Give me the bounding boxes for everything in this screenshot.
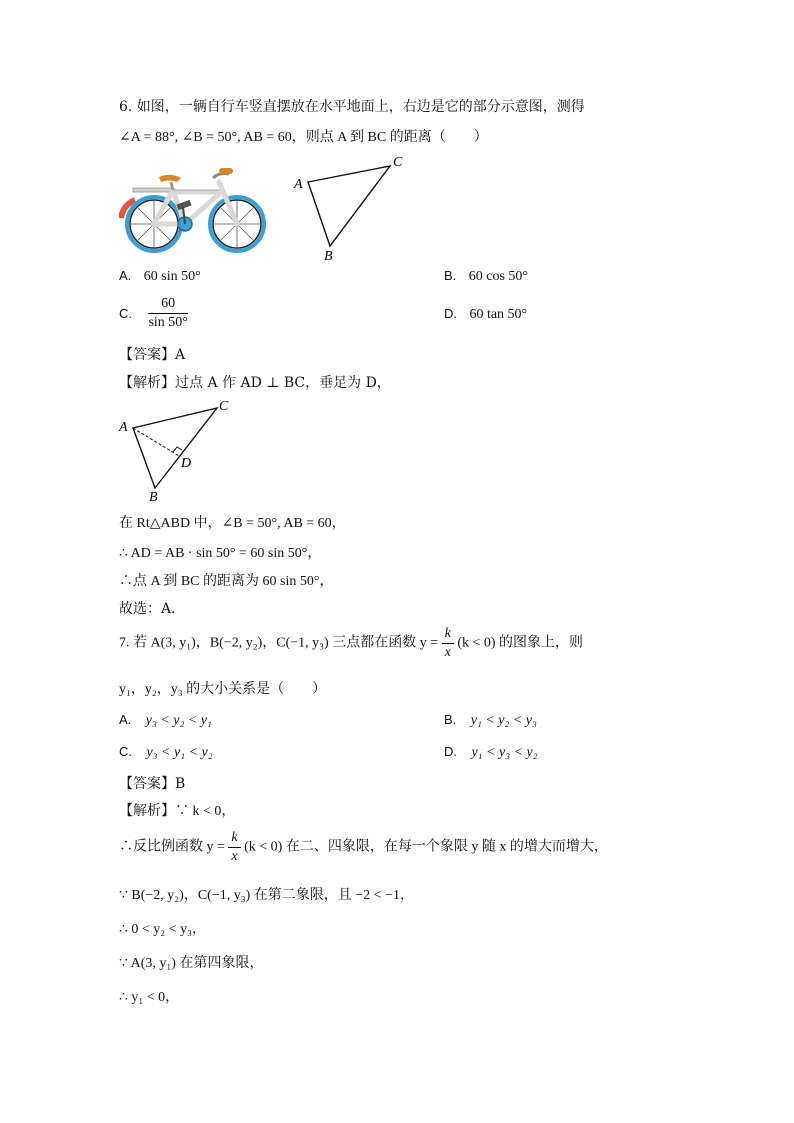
q6-answer: 【答案】A — [119, 347, 186, 363]
q6-step4: 故选：A． — [119, 601, 186, 617]
q6-stem-line1: 6. 如图，一辆自行车竖直摆放在水平地面上，右边是它的部分示意图，测得 — [119, 99, 585, 115]
q7-stem-line2: y₁，y₂，y₃ 的大小关系是（ ） — [119, 682, 327, 697]
bicycle-seat — [159, 175, 181, 182]
q7-step4: ∵ A(3, y₁) 在第四象限， — [119, 956, 264, 971]
right-angle-mark — [173, 447, 182, 452]
q7-option-a[interactable]: A. y₃ < y₂ < y₁ — [119, 712, 212, 728]
q7-option-c[interactable]: C. y₃ < y₁ < y₂ — [119, 744, 213, 760]
q7-option-b[interactable]: B. y₁ < y₂ < y₃ — [444, 712, 537, 728]
triangle-abd-figure — [115, 396, 245, 508]
q7-answer: 【答案】B — [119, 776, 186, 792]
vertex-label-a2: A — [119, 420, 128, 435]
q7-step1: ∴反比例函数 y = $\frac{k}{x}$ (k < 0) 在二、四象限，在每一个象限 y 随 x 的增大而增大， — [119, 830, 608, 864]
q6-step2: ∴ AD = AB · sin 50° = 60 sin 50°， — [119, 546, 322, 561]
q6-option-b[interactable]: B. 60 cos 50° — [444, 268, 529, 284]
vertex-label-c: C — [393, 155, 403, 170]
triangle-abc-figure — [290, 150, 410, 265]
bicycle-illustration — [119, 160, 269, 255]
q6-step1: 在 Rt△ABD 中，∠B = 50°, AB = 60， — [119, 516, 346, 531]
q6-option-a[interactable]: A. 60 sin 50° — [119, 268, 201, 284]
q7-step2: ∵ B(−2, y₂)，C(−1, y₃) 在第二象限，且 −2 < −1， — [119, 888, 414, 903]
q6-step3: ∴点 A 到 BC 的距离为 60 sin 50°， — [119, 574, 334, 589]
q6-option-c[interactable]: C. $\frac{60}{\sin 50^\circ}$ — [119, 296, 188, 330]
vertex-label-b2: B — [149, 490, 158, 505]
q6-analysis-head: 【解析】过点 A 作 AD ⊥ BC，垂足为 D， — [119, 375, 391, 391]
altitude-ad — [133, 428, 179, 456]
vertex-label-b: B — [324, 249, 333, 264]
q7-analysis-head: 【解析】∵ k < 0， — [119, 804, 236, 819]
q6-option-d[interactable]: D. 60 tan 50° — [444, 306, 528, 322]
q7-step1-fraction: $\frac{k}{x}$ — [228, 830, 240, 865]
q7-fraction: $\frac{k}{x}$ — [442, 626, 454, 661]
triangle-abc-altitude — [133, 408, 217, 488]
triangle-abc — [308, 166, 390, 246]
option-c-fraction: $\frac{60}{\sin 50^\circ}$ — [148, 296, 188, 330]
q7-step5: ∴ y₁ < 0， — [119, 990, 180, 1005]
q7-option-d[interactable]: D. y₁ < y₃ < y₂ — [444, 744, 538, 760]
vertex-label-c2: C — [219, 399, 229, 414]
vertex-label-d: D — [181, 456, 192, 471]
q7-stem-line1: 7. 若 A(3, y₁)，B(−2, y₂)，C(−1, y₃) 三点都在函数 y = $\frac{k}{x}$ (k < 0) 的图象上，则 — [119, 626, 584, 660]
q7-step3: ∴ 0 < y₂ < y₃， — [119, 922, 206, 937]
vertex-label-a: A — [294, 177, 303, 192]
q6-stem-line2: ∠A = 88°, ∠B = 50°, AB = 60，则点 A 到 BC 的距离（ ） — [119, 130, 488, 145]
handlebar-grip — [219, 168, 233, 174]
